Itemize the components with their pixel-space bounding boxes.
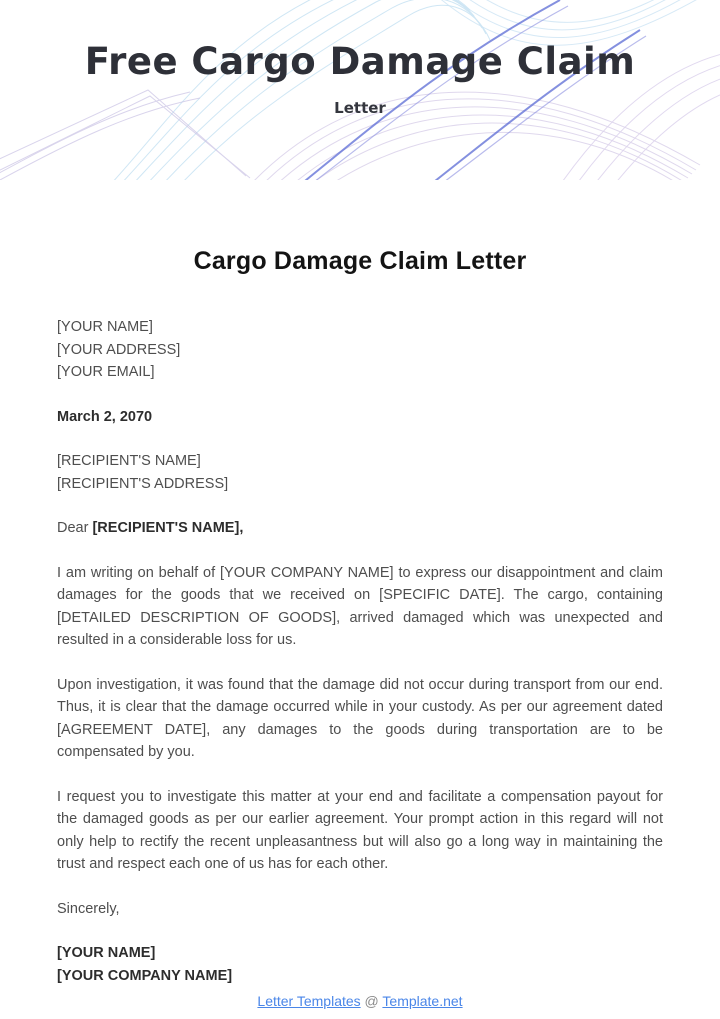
- signature-block: [57, 942, 663, 987]
- salutation-recipient-name: [RECIPIENT'S NAME]: [92, 520, 240, 536]
- paragraph-3: I request you to investigate this matter at your end and facilitate a compensation payout for the damaged goods as per our earlier agreement. Your prompt action in this regard will not only help to rectify the recent unpleasantness but will also go a long way in maintaining the trust and respect each one of us has for each other.: [57, 788, 663, 872]
- sender-name: [YOUR NAME]: [57, 319, 153, 335]
- page-title: Free Cargo Damage Claim: [84, 40, 636, 83]
- recipient-name: [RECIPIENT'S NAME]: [57, 453, 201, 469]
- letter-templates-link[interactable]: Letter Templates: [257, 993, 361, 1009]
- letter-body: [0, 246, 720, 987]
- paragraph-2: Upon investigation, it was found that the damage did not occur during transport from our end. Thus, it is clear that the damage occurred while in your custody. As per our agreement dated [AGREEMENT DATE], any damages to the goods during transportation are to be compensated by you.: [57, 676, 663, 760]
- signature-company: [YOUR COMPANY NAME]: [57, 967, 233, 984]
- header-banner: [0, 0, 720, 180]
- letter-date: March 2, 2070: [57, 408, 153, 425]
- template-net-link[interactable]: Template.net: [382, 993, 463, 1009]
- header-text-group: [0, 0, 720, 180]
- footer-attribution: [0, 993, 720, 1009]
- footer-separator: @: [364, 993, 379, 1009]
- recipient-address: [RECIPIENT'S ADDRESS]: [57, 475, 229, 492]
- salutation-line: [57, 517, 663, 540]
- sender-email: [YOUR EMAIL]: [57, 364, 155, 380]
- closing-line: Sincerely,: [57, 900, 120, 917]
- page-subtitle: Letter: [334, 98, 386, 117]
- signature-name: [YOUR NAME]: [57, 945, 156, 961]
- paragraph-1: I am writing on behalf of [YOUR COMPANY NAME] to express our disappointment and claim damages for the goods that we received on [SPECIFIC DATE]. The cargo, containing [DETAILED DESCRIPTION OF GOODS], arrived damaged which was unexpected and resulted in a considerable loss for us.: [57, 564, 663, 648]
- sender-block: [57, 316, 663, 384]
- salutation-prefix: Dear: [57, 520, 93, 536]
- salutation-suffix: ,: [239, 520, 244, 536]
- recipient-block: [57, 450, 663, 495]
- sender-address: [YOUR ADDRESS]: [57, 341, 181, 358]
- letter-title: Cargo Damage Claim Letter: [193, 247, 527, 275]
